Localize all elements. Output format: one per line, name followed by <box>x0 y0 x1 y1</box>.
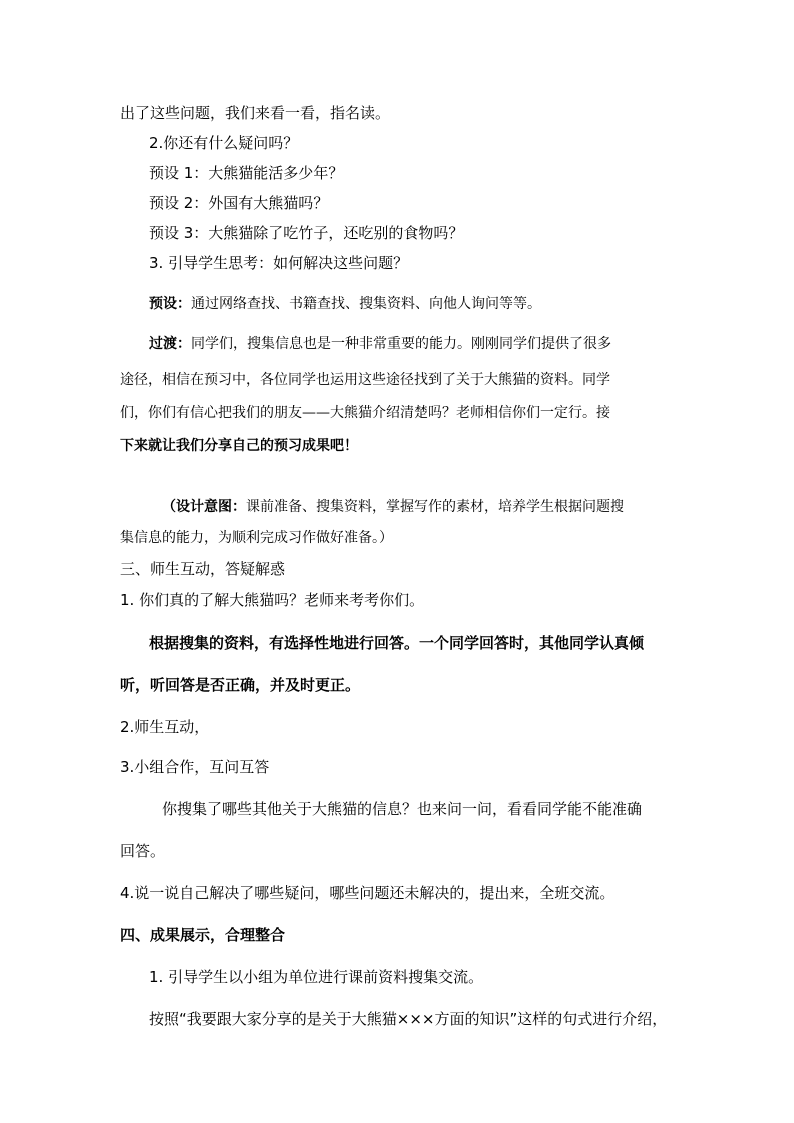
section-heading: 四、成果展示，合理整合 <box>120 926 286 944</box>
preset-line: 预设 1：大熊猫能活多少年？ <box>149 164 344 182</box>
preset-line: 预设 2：外国有大熊猫吗？ <box>149 194 329 212</box>
paragraph-line: 下来就让我们分享自己的预习成果吧！ <box>120 438 358 454</box>
numbered-item: 3.小组合作，互问互答 <box>120 758 270 776</box>
numbered-item: 2.师生互动， <box>120 718 210 736</box>
transition-line <box>149 336 611 353</box>
paragraph-line: 途径，相信在预习中，各位同学也运用这些途径找到了关于大熊猫的资料。同学 <box>120 372 610 388</box>
numbered-item: 4.说一说自己解决了哪些疑问，哪些问题还未解决的，提出来，全班交流。 <box>120 884 615 902</box>
section-heading: 三、师生互动，答疑解惑 <box>120 560 286 578</box>
numbered-item: 1. 你们真的了解大熊猫吗？老师来考考你们。 <box>120 591 425 609</box>
design-intent-text: 课前准备、搜集资料，掌握写作的素材，培养学生根据问题搜 <box>246 499 624 515</box>
transition-label: 过渡： <box>149 336 191 352</box>
design-intent-line: 集信息的能力，为顺利完成习作做好准备。） <box>120 530 393 546</box>
paragraph-line: 你搜集了哪些其他关于大熊猫的信息？也来问一问，看看同学能不能准确 <box>162 800 643 818</box>
preset-label: 预设： <box>149 296 191 312</box>
preset-line: 预设 3：大熊猫除了吃竹子，还吃别的食物吗？ <box>149 224 464 242</box>
paragraph-line: 回答。 <box>120 842 166 860</box>
paragraph-line: 按照“我要跟大家分享的是关于大熊猫×××方面的知识”这样的句式进行介绍， <box>149 1010 668 1028</box>
preset-text: 通过网络查找、书籍查找、搜集资料、向他人询问等等。 <box>191 296 541 312</box>
paragraph-line: 们，你们有信心把我们的朋友——大熊猫介绍清楚吗？老师相信你们一定行。接 <box>120 405 610 421</box>
question-line: 2.你还有什么疑问吗？ <box>149 134 299 152</box>
preset-answer-line <box>149 296 541 313</box>
paragraph-line: 根据搜集的资料，有选择性地进行回答。一个同学回答时，其他同学认真倾 <box>149 634 645 652</box>
design-intent-label: （设计意图： <box>162 499 246 515</box>
numbered-item: 1. 引导学生以小组为单位进行课前资料搜集交流。 <box>149 968 484 986</box>
paragraph-line: 出了这些问题，我们来看一看，指名读。 <box>120 104 391 122</box>
guidance-line: 3. 引导学生思考：如何解决这些问题？ <box>149 254 409 272</box>
design-intent-line <box>162 499 624 516</box>
transition-text: 同学们，搜集信息也是一种非常重要的能力。刚刚同学们提供了很多 <box>191 336 611 352</box>
paragraph-line: 听，听回答是否正确，并及时更正。 <box>120 676 361 694</box>
